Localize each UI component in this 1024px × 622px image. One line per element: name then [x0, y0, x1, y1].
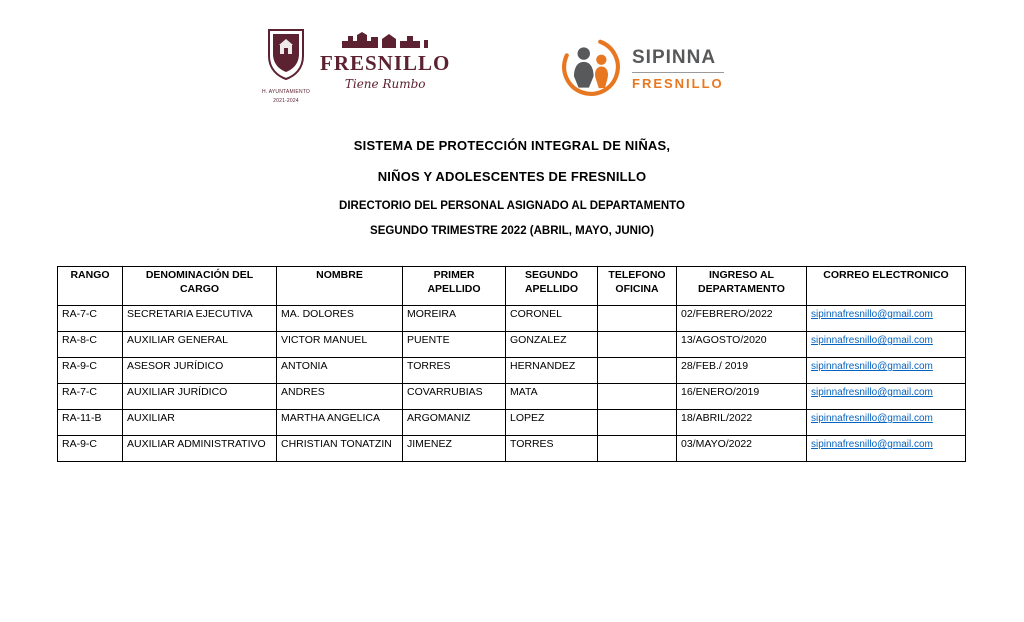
- email-link[interactable]: sipinnafresnillo@gmail.com: [811, 335, 933, 346]
- header-telefono: TELEFONO OFICINA: [598, 267, 677, 306]
- cell-telefono: [598, 410, 677, 436]
- header-rango: RANGO: [58, 267, 123, 306]
- cell-nombre: ANDRES: [277, 384, 403, 410]
- cell-segundo-apellido: LOPEZ: [506, 410, 598, 436]
- cell-telefono: [598, 358, 677, 384]
- cell-nombre: MA. DOLORES: [277, 306, 403, 332]
- email-link[interactable]: sipinnafresnillo@gmail.com: [811, 387, 933, 398]
- header-cargo: DENOMINACIÓN DEL CARGO: [123, 267, 277, 306]
- cell-correo: [807, 384, 966, 410]
- cell-ingreso: 16/ENERO/2019: [677, 384, 807, 410]
- table-row: [58, 436, 966, 462]
- sipinna-subtitle: FRESNILLO: [632, 75, 724, 91]
- email-link[interactable]: sipinnafresnillo@gmail.com: [811, 309, 933, 320]
- fresnillo-logo: [262, 28, 450, 104]
- cell-correo: [807, 306, 966, 332]
- cell-segundo-apellido: CORONEL: [506, 306, 598, 332]
- cell-telefono: [598, 332, 677, 358]
- sipinna-logo: [560, 36, 724, 103]
- personnel-directory-table: [57, 266, 966, 462]
- cell-rango: RA-7-C: [58, 306, 123, 332]
- fresnillo-crest-icon: [265, 28, 307, 87]
- sipinna-divider: [632, 72, 724, 73]
- header-correo: CORREO ELECTRONICO: [807, 267, 966, 306]
- document-titles: [0, 138, 1024, 250]
- cell-ingreso: 18/ABRIL/2022: [677, 410, 807, 436]
- crest-caption-line1: H. AYUNTAMIENTO: [262, 89, 311, 95]
- cell-rango: RA-11-B: [58, 410, 123, 436]
- cell-telefono: [598, 384, 677, 410]
- email-link[interactable]: sipinnafresnillo@gmail.com: [811, 413, 933, 424]
- title-line2: NIÑOS Y ADOLESCENTES DE FRESNILLO: [377, 169, 647, 184]
- crest-caption-line2: 2021-2024: [273, 97, 299, 104]
- cell-cargo: AUXILIAR GENERAL: [123, 332, 277, 358]
- cell-primer-apellido: ARGOMANIZ: [403, 410, 506, 436]
- cell-primer-apellido: MOREIRA: [403, 306, 506, 332]
- fresnillo-tagline: Tiene Rumbo: [344, 77, 426, 91]
- table-row: [58, 358, 966, 384]
- header-ingreso: INGRESO AL DEPARTAMENTO: [677, 267, 807, 306]
- sipinna-wordmark: SIPINNA: [632, 47, 717, 69]
- cell-rango: RA-9-C: [58, 358, 123, 384]
- cell-rango: RA-7-C: [58, 384, 123, 410]
- email-link[interactable]: sipinnafresnillo@gmail.com: [811, 439, 933, 450]
- table-row: [58, 384, 966, 410]
- table-header-row: [58, 267, 966, 306]
- cell-correo: [807, 358, 966, 384]
- title-line3: DIRECTORIO DEL PERSONAL ASIGNADO AL DEPARTAMENTO: [339, 200, 685, 212]
- cell-primer-apellido: PUENTE: [403, 332, 506, 358]
- cell-telefono: [598, 436, 677, 462]
- title-line1: SISTEMA DE PROTECCIÓN INTEGRAL DE NIÑAS,: [353, 138, 671, 153]
- table-row: [58, 410, 966, 436]
- cell-segundo-apellido: MATA: [506, 384, 598, 410]
- cell-primer-apellido: COVARRUBIAS: [403, 384, 506, 410]
- cell-nombre: ANTONIA: [277, 358, 403, 384]
- cell-segundo-apellido: GONZALEZ: [506, 332, 598, 358]
- fresnillo-crest: [262, 28, 310, 104]
- cell-primer-apellido: JIMENEZ: [403, 436, 506, 462]
- header-primer-apellido: PRIMER APELLIDO: [403, 267, 506, 306]
- header-segundo-apellido: SEGUNDO APELLIDO: [506, 267, 598, 306]
- cell-correo: [807, 332, 966, 358]
- cell-ingreso: 28/FEB./ 2019: [677, 358, 807, 384]
- cell-nombre: VICTOR MANUEL: [277, 332, 403, 358]
- cell-correo: [807, 410, 966, 436]
- cell-nombre: MARTHA ANGELICA: [277, 410, 403, 436]
- cell-ingreso: 03/MAYO/2022: [677, 436, 807, 462]
- cell-segundo-apellido: TORRES: [506, 436, 598, 462]
- header-nombre: NOMBRE: [277, 267, 403, 306]
- cell-segundo-apellido: HERNANDEZ: [506, 358, 598, 384]
- sipinna-figures-icon: [560, 36, 622, 103]
- cell-cargo: AUXILIAR: [123, 410, 277, 436]
- cell-primer-apellido: TORRES: [403, 358, 506, 384]
- cell-rango: RA-8-C: [58, 332, 123, 358]
- title-line4: SEGUNDO TRIMESTRE 2022 (ABRIL, MAYO, JUNIO): [370, 225, 654, 237]
- table-row: [58, 306, 966, 332]
- cell-telefono: [598, 306, 677, 332]
- table-row: [58, 332, 966, 358]
- cell-nombre: CHRISTIAN TONATZIN: [277, 436, 403, 462]
- cell-ingreso: 02/FEBRERO/2022: [677, 306, 807, 332]
- fresnillo-skyline-icon: [340, 32, 430, 53]
- cell-correo: [807, 436, 966, 462]
- cell-ingreso: 13/AGOSTO/2020: [677, 332, 807, 358]
- email-link[interactable]: sipinnafresnillo@gmail.com: [811, 361, 933, 372]
- cell-cargo: ASESOR JURÍDICO: [123, 358, 277, 384]
- cell-cargo: SECRETARIA EJECUTIVA: [123, 306, 277, 332]
- cell-cargo: AUXILIAR JURÍDICO: [123, 384, 277, 410]
- cell-rango: RA-9-C: [58, 436, 123, 462]
- cell-cargo: AUXILIAR ADMINISTRATIVO: [123, 436, 277, 462]
- fresnillo-wordmark: FRESNILLO: [320, 51, 451, 75]
